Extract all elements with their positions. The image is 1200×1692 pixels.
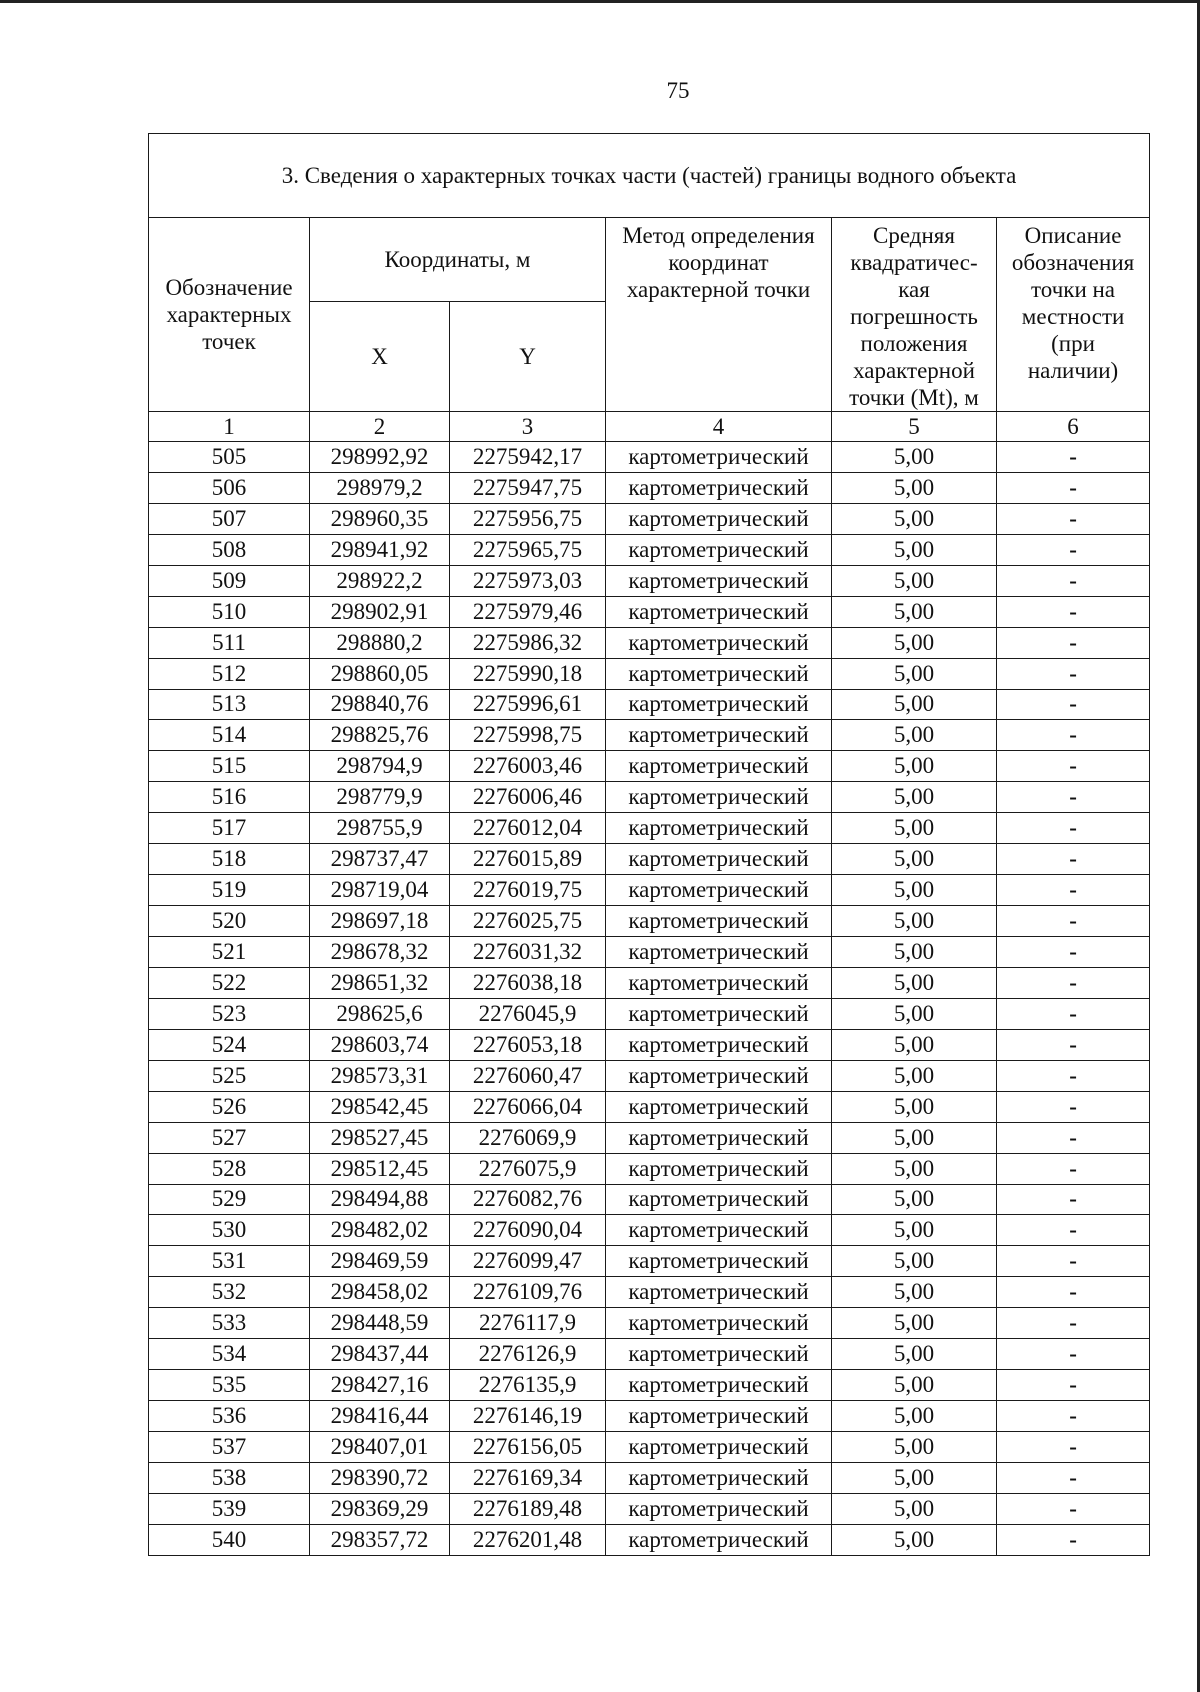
- description-cell: -: [997, 565, 1150, 596]
- error-cell: 5,00: [832, 442, 997, 473]
- method-cell: картометрический: [606, 875, 832, 906]
- point-id-cell: 514: [149, 720, 310, 751]
- y-coordinate-cell: 2275942,17: [450, 442, 606, 473]
- column-number: 2: [310, 412, 450, 442]
- y-coordinate-cell: 2276045,9: [450, 998, 606, 1029]
- error-cell: 5,00: [832, 1308, 997, 1339]
- x-coordinate-cell: 298697,18: [310, 906, 450, 937]
- table-row: [149, 658, 1150, 689]
- method-cell: картометрический: [606, 967, 832, 998]
- y-coordinate-cell: 2276053,18: [450, 1029, 606, 1060]
- point-id-cell: 506: [149, 472, 310, 503]
- description-cell: -: [997, 1339, 1150, 1370]
- table-row: [149, 1308, 1150, 1339]
- x-coordinate-cell: 298737,47: [310, 844, 450, 875]
- point-id-cell: 533: [149, 1308, 310, 1339]
- method-cell: картометрический: [606, 534, 832, 565]
- description-cell: -: [997, 1215, 1150, 1246]
- y-coordinate-cell: 2276156,05: [450, 1432, 606, 1463]
- description-cell: -: [997, 1432, 1150, 1463]
- point-id-cell: 511: [149, 627, 310, 658]
- x-coordinate-cell: 298542,45: [310, 1091, 450, 1122]
- header-method-line: характерной точки: [626, 277, 811, 302]
- method-cell: картометрический: [606, 1432, 832, 1463]
- description-cell: -: [997, 1029, 1150, 1060]
- point-id-cell: 538: [149, 1462, 310, 1493]
- error-cell: 5,00: [832, 1432, 997, 1463]
- table-row: [149, 906, 1150, 937]
- table-row: [149, 967, 1150, 998]
- table-row: [149, 1493, 1150, 1524]
- point-id-cell: 521: [149, 937, 310, 968]
- method-cell: картометрический: [606, 906, 832, 937]
- page-number: 75: [666, 78, 690, 103]
- x-coordinate-cell: 298437,44: [310, 1339, 450, 1370]
- x-coordinate-cell: 298825,76: [310, 720, 450, 751]
- table-row: [149, 1215, 1150, 1246]
- point-id-cell: 525: [149, 1060, 310, 1091]
- y-coordinate-cell: 2276201,48: [450, 1524, 606, 1555]
- description-cell: -: [997, 751, 1150, 782]
- header-description-line: местности: [1021, 304, 1125, 329]
- method-cell: картометрический: [606, 442, 832, 473]
- description-cell: -: [997, 1184, 1150, 1215]
- description-cell: -: [997, 1153, 1150, 1184]
- description-cell: -: [997, 627, 1150, 658]
- method-cell: картометрический: [606, 1091, 832, 1122]
- error-cell: 5,00: [832, 875, 997, 906]
- description-cell: -: [997, 658, 1150, 689]
- point-id-cell: 520: [149, 906, 310, 937]
- y-coordinate-cell: 2276019,75: [450, 875, 606, 906]
- point-id-cell: 509: [149, 565, 310, 596]
- y-coordinate-cell: 2276069,9: [450, 1122, 606, 1153]
- table-row: [149, 1060, 1150, 1091]
- error-cell: 5,00: [832, 1091, 997, 1122]
- y-coordinate-cell: 2275998,75: [450, 720, 606, 751]
- header-designation-line: характерных: [166, 302, 292, 327]
- y-coordinate-cell: 2276109,76: [450, 1277, 606, 1308]
- method-cell: картометрический: [606, 472, 832, 503]
- error-cell: 5,00: [832, 503, 997, 534]
- method-cell: картометрический: [606, 1029, 832, 1060]
- header-method-line: координат: [668, 250, 769, 275]
- table-row: [149, 1277, 1150, 1308]
- method-cell: картометрический: [606, 565, 832, 596]
- table-row: [149, 813, 1150, 844]
- header-error-line: квадратичес-: [850, 250, 978, 275]
- point-id-cell: 522: [149, 967, 310, 998]
- error-cell: 5,00: [832, 534, 997, 565]
- method-cell: картометрический: [606, 1215, 832, 1246]
- method-cell: картометрический: [606, 1153, 832, 1184]
- column-number: 6: [997, 412, 1150, 442]
- x-coordinate-cell: 298448,59: [310, 1308, 450, 1339]
- description-cell: -: [997, 1493, 1150, 1524]
- point-id-cell: 532: [149, 1277, 310, 1308]
- header-designation-line: Обозначение: [165, 275, 293, 300]
- header-y: Y: [450, 301, 606, 411]
- y-coordinate-cell: 2276066,04: [450, 1091, 606, 1122]
- table-title: 3. Сведения о характерных точках части (частей) границы водного объекта: [149, 134, 1150, 218]
- header-designation-line: точек: [202, 329, 256, 354]
- y-coordinate-cell: 2276189,48: [450, 1493, 606, 1524]
- error-cell: 5,00: [832, 1401, 997, 1432]
- header-description-line: Описание: [1024, 223, 1122, 248]
- x-coordinate-cell: 298941,92: [310, 534, 450, 565]
- error-cell: 5,00: [832, 472, 997, 503]
- table-row: [149, 596, 1150, 627]
- y-coordinate-cell: 2275973,03: [450, 565, 606, 596]
- y-coordinate-cell: 2276135,9: [450, 1370, 606, 1401]
- table-row: [149, 1339, 1150, 1370]
- table-row: [149, 442, 1150, 473]
- header-error-line: погрешность: [850, 304, 978, 329]
- method-cell: картометрический: [606, 1246, 832, 1277]
- table-row: [149, 689, 1150, 720]
- error-cell: 5,00: [832, 1370, 997, 1401]
- description-cell: -: [997, 998, 1150, 1029]
- error-cell: 5,00: [832, 1184, 997, 1215]
- table-row: [149, 1091, 1150, 1122]
- x-coordinate-cell: 298357,72: [310, 1524, 450, 1555]
- column-number: 4: [606, 412, 832, 442]
- error-cell: 5,00: [832, 1060, 997, 1091]
- column-number: 5: [832, 412, 997, 442]
- point-id-cell: 518: [149, 844, 310, 875]
- method-cell: картометрический: [606, 1493, 832, 1524]
- header-error-line: положения: [860, 331, 968, 356]
- table-row: [149, 844, 1150, 875]
- error-cell: 5,00: [832, 998, 997, 1029]
- point-id-cell: 536: [149, 1401, 310, 1432]
- error-cell: 5,00: [832, 689, 997, 720]
- method-cell: картометрический: [606, 1122, 832, 1153]
- table-row: [149, 1246, 1150, 1277]
- x-coordinate-cell: 298922,2: [310, 565, 450, 596]
- method-cell: картометрический: [606, 627, 832, 658]
- column-number: 1: [149, 412, 310, 442]
- table-row: [149, 1122, 1150, 1153]
- method-cell: картометрический: [606, 813, 832, 844]
- method-cell: картометрический: [606, 1401, 832, 1432]
- point-id-cell: 534: [149, 1339, 310, 1370]
- x-coordinate-cell: 298860,05: [310, 658, 450, 689]
- x-coordinate-cell: 298779,9: [310, 782, 450, 813]
- description-cell: -: [997, 1401, 1150, 1432]
- y-coordinate-cell: 2276031,32: [450, 937, 606, 968]
- x-coordinate-cell: 298369,29: [310, 1493, 450, 1524]
- description-cell: -: [997, 1370, 1150, 1401]
- header-error-line: точки (Mt), м: [849, 385, 979, 410]
- point-id-cell: 523: [149, 998, 310, 1029]
- point-id-cell: 519: [149, 875, 310, 906]
- y-coordinate-cell: 2275990,18: [450, 658, 606, 689]
- error-cell: 5,00: [832, 906, 997, 937]
- description-cell: -: [997, 1308, 1150, 1339]
- method-cell: картометрический: [606, 658, 832, 689]
- y-coordinate-cell: 2276082,76: [450, 1184, 606, 1215]
- y-coordinate-cell: 2275986,32: [450, 627, 606, 658]
- column-number-row: [149, 412, 1150, 442]
- description-cell: -: [997, 782, 1150, 813]
- point-id-cell: 513: [149, 689, 310, 720]
- method-cell: картометрический: [606, 503, 832, 534]
- x-coordinate-cell: 298840,76: [310, 689, 450, 720]
- method-cell: картометрический: [606, 1370, 832, 1401]
- header-error-line: кая: [898, 277, 930, 302]
- method-cell: картометрический: [606, 782, 832, 813]
- header-error: [832, 218, 997, 412]
- y-coordinate-cell: 2276006,46: [450, 782, 606, 813]
- x-coordinate-cell: 298880,2: [310, 627, 450, 658]
- description-cell: -: [997, 596, 1150, 627]
- point-id-cell: 537: [149, 1432, 310, 1463]
- description-cell: -: [997, 875, 1150, 906]
- y-coordinate-cell: 2276025,75: [450, 906, 606, 937]
- y-coordinate-cell: 2276003,46: [450, 751, 606, 782]
- error-cell: 5,00: [832, 937, 997, 968]
- description-cell: -: [997, 1246, 1150, 1277]
- x-coordinate-cell: 298458,02: [310, 1277, 450, 1308]
- y-coordinate-cell: 2276060,47: [450, 1060, 606, 1091]
- method-cell: картометрический: [606, 751, 832, 782]
- error-cell: 5,00: [832, 1246, 997, 1277]
- y-coordinate-cell: 2275956,75: [450, 503, 606, 534]
- description-cell: -: [997, 534, 1150, 565]
- x-coordinate-cell: 298416,44: [310, 1401, 450, 1432]
- header-coordinates: Координаты, м: [310, 218, 606, 302]
- point-id-cell: 505: [149, 442, 310, 473]
- x-coordinate-cell: 298719,04: [310, 875, 450, 906]
- x-coordinate-cell: 298573,31: [310, 1060, 450, 1091]
- header-method-line: Метод определения: [622, 223, 815, 248]
- point-id-cell: 515: [149, 751, 310, 782]
- x-coordinate-cell: 298755,9: [310, 813, 450, 844]
- header-error-line: характерной: [853, 358, 975, 383]
- header-description-line: наличии): [1027, 358, 1119, 383]
- x-coordinate-cell: 298482,02: [310, 1215, 450, 1246]
- header-description-line: (при: [1051, 331, 1095, 356]
- y-coordinate-cell: 2275965,75: [450, 534, 606, 565]
- y-coordinate-cell: 2276099,47: [450, 1246, 606, 1277]
- error-cell: 5,00: [832, 596, 997, 627]
- point-id-cell: 517: [149, 813, 310, 844]
- boundary-points-table: [148, 133, 1150, 1556]
- y-coordinate-cell: 2275947,75: [450, 472, 606, 503]
- method-cell: картометрический: [606, 689, 832, 720]
- point-id-cell: 531: [149, 1246, 310, 1277]
- header-method: [606, 218, 832, 412]
- error-cell: 5,00: [832, 1215, 997, 1246]
- table-row: [149, 1462, 1150, 1493]
- method-cell: картометрический: [606, 844, 832, 875]
- header-x: X: [310, 301, 450, 411]
- method-cell: картометрический: [606, 998, 832, 1029]
- method-cell: картометрический: [606, 1462, 832, 1493]
- description-cell: -: [997, 720, 1150, 751]
- error-cell: 5,00: [832, 844, 997, 875]
- error-cell: 5,00: [832, 813, 997, 844]
- y-coordinate-cell: 2276015,89: [450, 844, 606, 875]
- y-coordinate-cell: 2276012,04: [450, 813, 606, 844]
- description-cell: -: [997, 1122, 1150, 1153]
- point-id-cell: 535: [149, 1370, 310, 1401]
- table-row: [149, 1432, 1150, 1463]
- point-id-cell: 526: [149, 1091, 310, 1122]
- x-coordinate-cell: 298979,2: [310, 472, 450, 503]
- table-row: [149, 1153, 1150, 1184]
- error-cell: 5,00: [832, 565, 997, 596]
- table-row: [149, 534, 1150, 565]
- error-cell: 5,00: [832, 782, 997, 813]
- table-row: [149, 875, 1150, 906]
- y-coordinate-cell: 2276090,04: [450, 1215, 606, 1246]
- x-coordinate-cell: 298407,01: [310, 1432, 450, 1463]
- error-cell: 5,00: [832, 967, 997, 998]
- point-id-cell: 510: [149, 596, 310, 627]
- point-id-cell: 528: [149, 1153, 310, 1184]
- method-cell: картометрический: [606, 1524, 832, 1555]
- y-coordinate-cell: 2275996,61: [450, 689, 606, 720]
- y-coordinate-cell: 2276169,34: [450, 1462, 606, 1493]
- x-coordinate-cell: 298494,88: [310, 1184, 450, 1215]
- point-id-cell: 529: [149, 1184, 310, 1215]
- description-cell: -: [997, 844, 1150, 875]
- description-cell: -: [997, 442, 1150, 473]
- method-cell: картометрический: [606, 1184, 832, 1215]
- table-row: [149, 782, 1150, 813]
- x-coordinate-cell: 298678,32: [310, 937, 450, 968]
- x-coordinate-cell: 298960,35: [310, 503, 450, 534]
- error-cell: 5,00: [832, 1029, 997, 1060]
- point-id-cell: 524: [149, 1029, 310, 1060]
- table-row: [149, 565, 1150, 596]
- description-cell: -: [997, 813, 1150, 844]
- error-cell: 5,00: [832, 751, 997, 782]
- x-coordinate-cell: 298390,72: [310, 1462, 450, 1493]
- x-coordinate-cell: 298651,32: [310, 967, 450, 998]
- description-cell: -: [997, 1091, 1150, 1122]
- table-row: [149, 751, 1150, 782]
- error-cell: 5,00: [832, 627, 997, 658]
- error-cell: 5,00: [832, 658, 997, 689]
- table-row: [149, 937, 1150, 968]
- x-coordinate-cell: 298603,74: [310, 1029, 450, 1060]
- point-id-cell: 530: [149, 1215, 310, 1246]
- point-id-cell: 512: [149, 658, 310, 689]
- point-id-cell: 527: [149, 1122, 310, 1153]
- x-coordinate-cell: 298527,45: [310, 1122, 450, 1153]
- method-cell: картометрический: [606, 1277, 832, 1308]
- header-error-line: Средняя: [873, 223, 955, 248]
- method-cell: картометрический: [606, 596, 832, 627]
- error-cell: 5,00: [832, 1277, 997, 1308]
- description-cell: -: [997, 967, 1150, 998]
- description-cell: -: [997, 689, 1150, 720]
- y-coordinate-cell: 2276117,9: [450, 1308, 606, 1339]
- header-description-line: точки на: [1031, 277, 1116, 302]
- table-row: [149, 1029, 1150, 1060]
- error-cell: 5,00: [832, 1524, 997, 1555]
- error-cell: 5,00: [832, 1493, 997, 1524]
- y-coordinate-cell: 2276038,18: [450, 967, 606, 998]
- table-row: [149, 720, 1150, 751]
- table-row: [149, 1524, 1150, 1555]
- error-cell: 5,00: [832, 1153, 997, 1184]
- description-cell: -: [997, 1060, 1150, 1091]
- description-cell: -: [997, 472, 1150, 503]
- scan-border-top: [0, 0, 1200, 3]
- table-row: [149, 472, 1150, 503]
- table-row: [149, 1401, 1150, 1432]
- description-cell: -: [997, 503, 1150, 534]
- point-id-cell: 539: [149, 1493, 310, 1524]
- header-description: [997, 218, 1150, 412]
- method-cell: картометрический: [606, 1308, 832, 1339]
- point-id-cell: 507: [149, 503, 310, 534]
- error-cell: 5,00: [832, 1462, 997, 1493]
- header-description-line: обозначения: [1011, 250, 1135, 275]
- error-cell: 5,00: [832, 720, 997, 751]
- table-row: [149, 998, 1150, 1029]
- error-cell: 5,00: [832, 1122, 997, 1153]
- description-cell: -: [997, 1277, 1150, 1308]
- y-coordinate-cell: 2276075,9: [450, 1153, 606, 1184]
- point-id-cell: 540: [149, 1524, 310, 1555]
- header-designation: [149, 218, 310, 412]
- y-coordinate-cell: 2276126,9: [450, 1339, 606, 1370]
- description-cell: -: [997, 1524, 1150, 1555]
- table-row: [149, 503, 1150, 534]
- method-cell: картометрический: [606, 1339, 832, 1370]
- description-cell: -: [997, 937, 1150, 968]
- point-id-cell: 516: [149, 782, 310, 813]
- point-id-cell: 508: [149, 534, 310, 565]
- description-cell: -: [997, 906, 1150, 937]
- x-coordinate-cell: 298794,9: [310, 751, 450, 782]
- x-coordinate-cell: 298902,91: [310, 596, 450, 627]
- method-cell: картометрический: [606, 720, 832, 751]
- x-coordinate-cell: 298469,59: [310, 1246, 450, 1277]
- x-coordinate-cell: 298625,6: [310, 998, 450, 1029]
- x-coordinate-cell: 298427,16: [310, 1370, 450, 1401]
- y-coordinate-cell: 2275979,46: [450, 596, 606, 627]
- method-cell: картометрический: [606, 1060, 832, 1091]
- y-coordinate-cell: 2276146,19: [450, 1401, 606, 1432]
- table-row: [149, 627, 1150, 658]
- table-row: [149, 1184, 1150, 1215]
- method-cell: картометрический: [606, 937, 832, 968]
- table-row: [149, 1370, 1150, 1401]
- x-coordinate-cell: 298512,45: [310, 1153, 450, 1184]
- x-coordinate-cell: 298992,92: [310, 442, 450, 473]
- description-cell: -: [997, 1462, 1150, 1493]
- column-number: 3: [450, 412, 606, 442]
- error-cell: 5,00: [832, 1339, 997, 1370]
